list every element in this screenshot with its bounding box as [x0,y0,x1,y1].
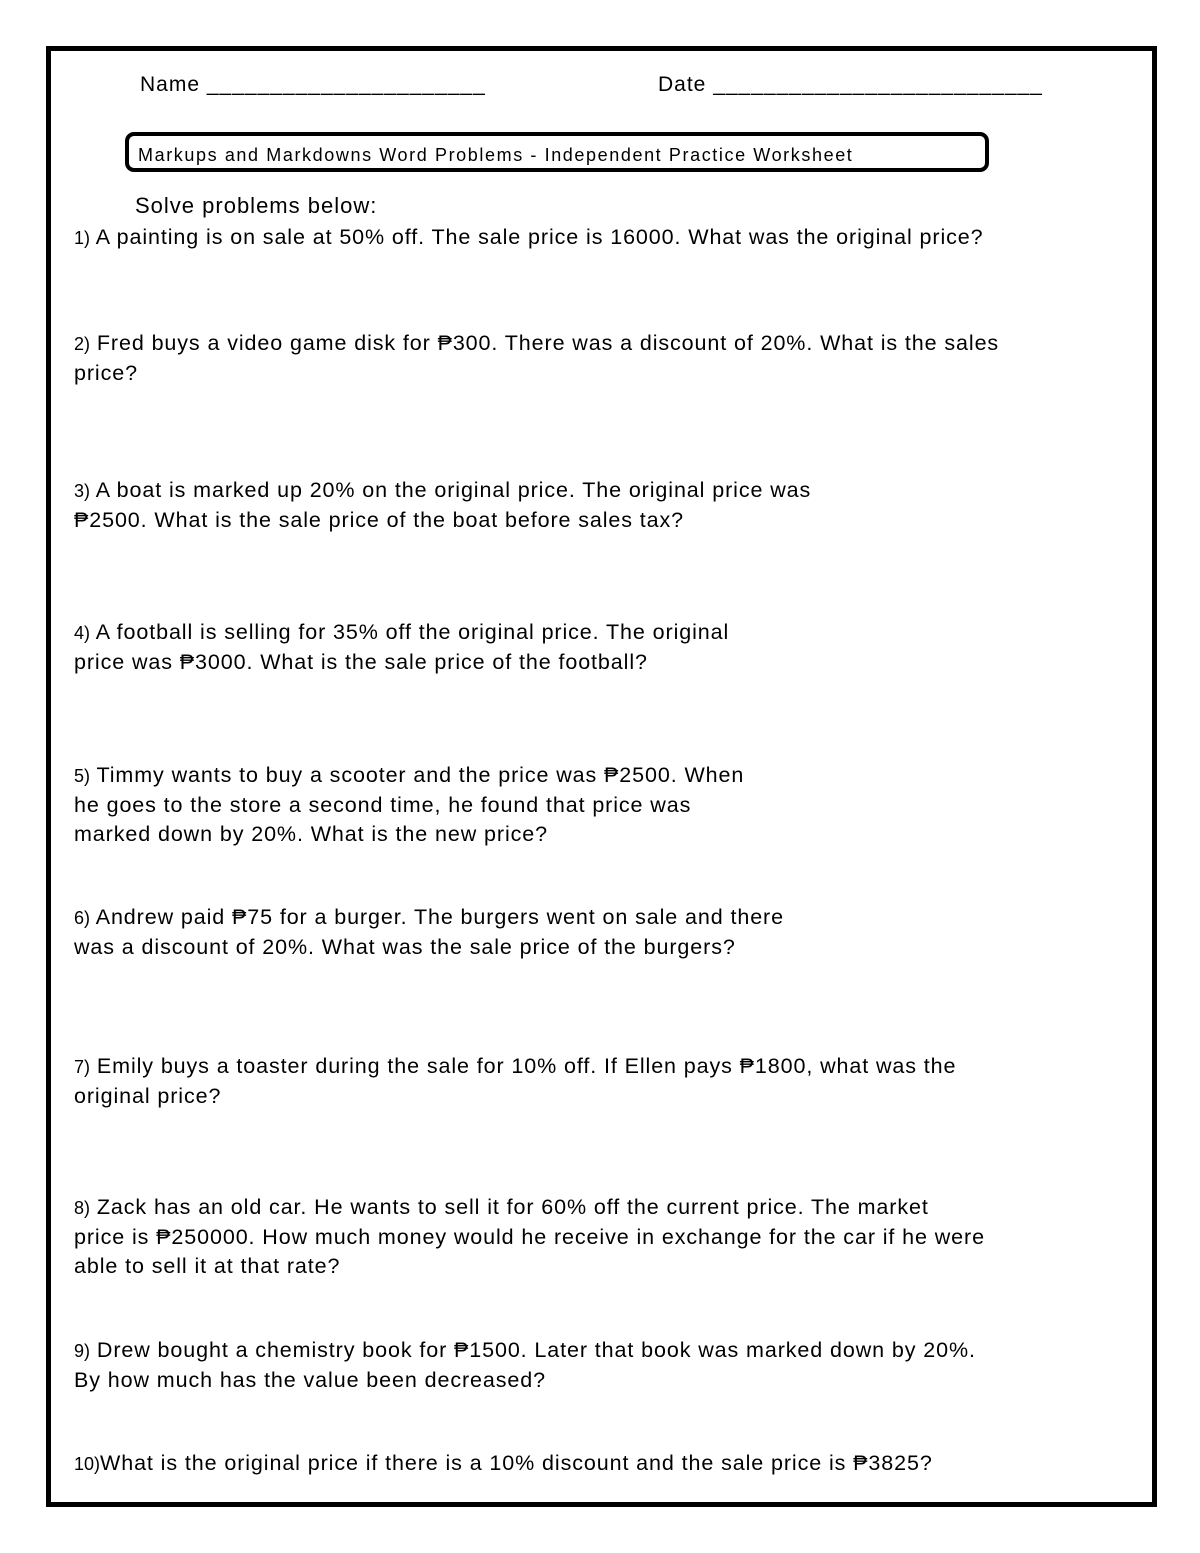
question-number: 4) [74,623,91,643]
question-line [74,820,744,849]
question-line [74,1366,976,1395]
question-text: marked down by 20%. What is the new price? [74,822,548,846]
question-5 [74,761,744,849]
question-text: Emily buys a toaster during the sale for 10% off. If Ellen pays ₱1800, what was the [96,1054,957,1078]
question-line [74,933,784,962]
question-text: Zack has an old car. He wants to sell it for 60% off the current price. The market [96,1195,929,1219]
question-number: 7) [74,1057,91,1077]
question-text: price is ₱250000. How much money would he receive in exchange for the car if he were [74,1225,985,1249]
question-text: What is the original price if there is a 10% discount and the sale price is ₱3825? [100,1451,933,1475]
question-text: original price? [74,1084,222,1108]
question-line [74,223,984,253]
name-field-label: Name ______________________ [140,73,486,96]
question-number: 6) [74,908,91,928]
question-9 [74,1336,976,1395]
question-10 [74,1449,933,1479]
question-line [74,1223,985,1252]
question-4 [74,618,729,677]
question-line [74,618,729,648]
question-line [74,1052,956,1082]
question-2 [74,329,999,388]
question-number: 3) [74,481,91,501]
question-line [74,1252,985,1281]
instructions: Solve problems below: [135,193,378,218]
worksheet-title: Markups and Markdowns Word Problems - Independent Practice Worksheet [138,145,854,165]
question-text: Drew bought a chemistry book for ₱1500. Later that book was marked down by 20%. [96,1338,976,1362]
question-line [74,329,999,359]
question-text: By how much has the value been decreased? [74,1368,546,1392]
question-line [74,903,784,933]
question-8 [74,1193,985,1281]
question-line [74,761,744,791]
question-line [74,648,729,677]
date-field-label: Date __________________________ [658,73,1043,96]
question-number: 10) [74,1454,101,1474]
question-text: Timmy wants to buy a scooter and the price was ₱2500. When [96,763,745,787]
question-line [74,1082,956,1111]
question-text: Fred buys a video game disk for ₱300. There was a discount of 20%. What is the sales [96,331,1000,355]
question-number: 1) [74,228,91,248]
question-text: ₱2500. What is the sale price of the boat before sales tax? [74,508,685,532]
question-3 [74,476,811,535]
question-text: A boat is marked up 20% on the original price. The original price was [95,478,812,502]
question-number: 8) [74,1198,91,1218]
question-7 [74,1052,956,1111]
question-1 [74,223,984,253]
question-line [74,359,999,388]
question-number: 9) [74,1341,91,1361]
title-box [125,132,989,172]
question-6 [74,903,784,962]
question-number: 5) [74,766,91,786]
question-line [74,506,811,535]
question-text: price was ₱3000. What is the sale price of the football? [74,650,648,674]
question-line [74,1336,976,1366]
question-text: A painting is on sale at 50% off. The sale price is 16000. What was the original price? [95,225,984,249]
question-text: Andrew paid ₱75 for a burger. The burgers went on sale and there [95,905,784,929]
question-line [74,1449,933,1479]
question-line [74,791,744,820]
question-line [74,1193,985,1223]
question-text: A football is selling for 35% off the original price. The original [95,620,730,644]
question-text: able to sell it at that rate? [74,1254,341,1278]
question-text: price? [74,361,138,385]
question-text: was a discount of 20%. What was the sale price of the burgers? [74,935,736,959]
question-line [74,476,811,506]
question-text: he goes to the store a second time, he found that price was [74,793,692,817]
question-number: 2) [74,334,91,354]
